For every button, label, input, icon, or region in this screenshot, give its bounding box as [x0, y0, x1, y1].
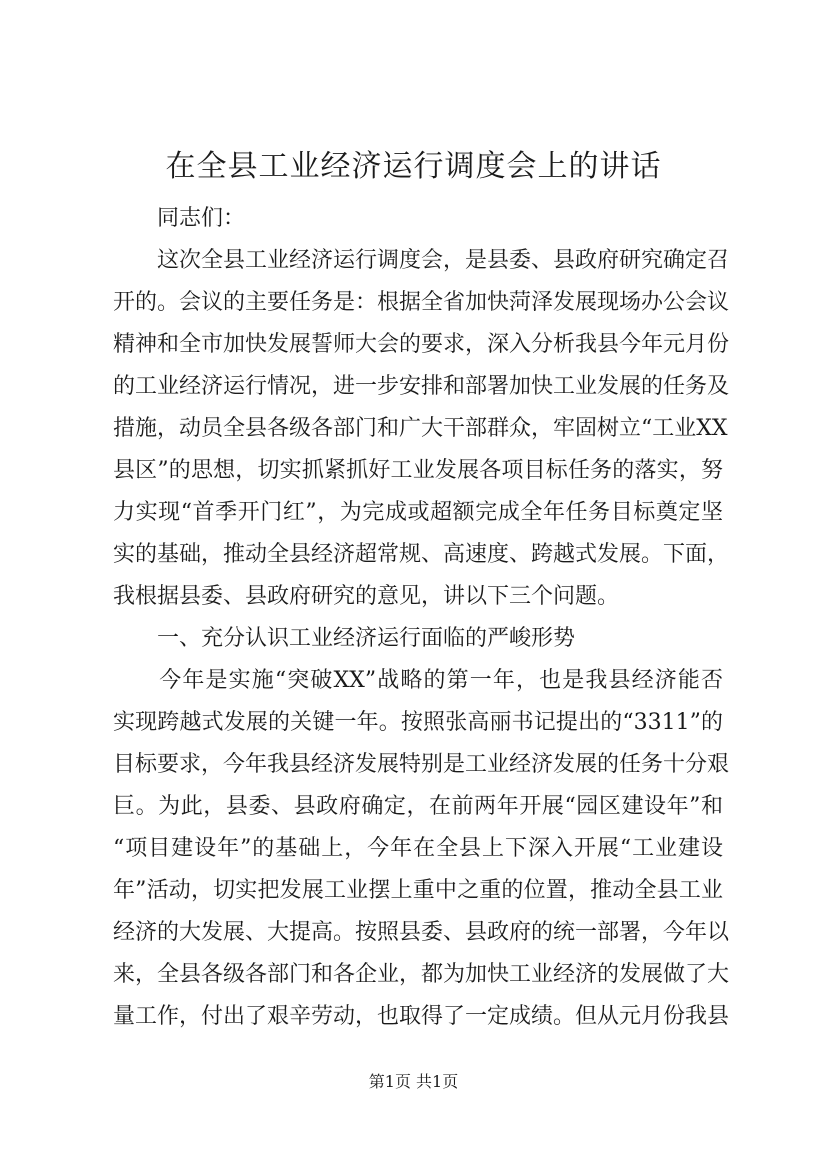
body-line: 我根据县委、县政府研究的意见，讲以下三个问题。: [113, 584, 620, 609]
salutation-line: 同志们：: [113, 206, 246, 231]
document-title: 在全县工业经济运行调度会上的讲话: [165, 149, 662, 184]
body-line: 县区”的思想，切实抓紧抓好工业发展各项目标任务的落实，努: [113, 458, 723, 483]
body-line: 巨。为此，县委、县政府确定，在前两年开展“园区建设年”和: [113, 794, 723, 819]
body-line: “项目建设年”的基础上，今年在全县上下深入开展“工业建设: [113, 836, 723, 861]
section-heading: 一、充分认识工业经济运行面临的严峻形势: [113, 626, 576, 651]
body-line: 的工业经济运行情况，进一步安排和部署加快工业发展的任务及: [113, 374, 730, 399]
body-line: 目标要求，今年我县经济发展特别是工业经济发展的任务十分艰: [113, 752, 730, 777]
body-line: 力实现“首季开门红”，为完成或超额完成全年任务目标奠定坚: [113, 500, 723, 525]
body-line: 这次全县工业经济运行调度会，是县委、县政府研究确定召: [113, 248, 730, 273]
body-line: 措施，动员全县各级各部门和广大干部群众，牢固树立“工业XX: [113, 416, 728, 441]
body-line: 年”活动，切实把发展工业摆上重中之重的位置，推动全县工业: [113, 878, 723, 903]
body-line: 开的。会议的主要任务是：根据全省加快菏泽发展现场办公会议: [113, 290, 730, 315]
body-line: 实现跨越式发展的关键一年。按照张高丽书记提出的“3311”的: [113, 710, 723, 735]
body-line: 经济的大发展、大提高。按照县委、县政府的统一部署，今年以: [113, 920, 730, 945]
body-line: 今年是实施“突破XX”战略的第一年，也是我县经济能否: [113, 668, 723, 693]
body-line: 量工作，付出了艰辛劳动，也取得了一定成绩。但从元月份我县: [113, 1004, 730, 1029]
page-number: 第1页 共1页: [368, 1072, 459, 1091]
body-line: 精神和全市加快发展誓师大会的要求，深入分析我县今年元月份: [113, 332, 730, 357]
body-line: 实的基础，推动全县经济超常规、高速度、跨越式发展。下面，: [113, 542, 730, 567]
body-line: 来，全县各级各部门和各企业，都为加快工业经济的发展做了大: [113, 962, 730, 987]
